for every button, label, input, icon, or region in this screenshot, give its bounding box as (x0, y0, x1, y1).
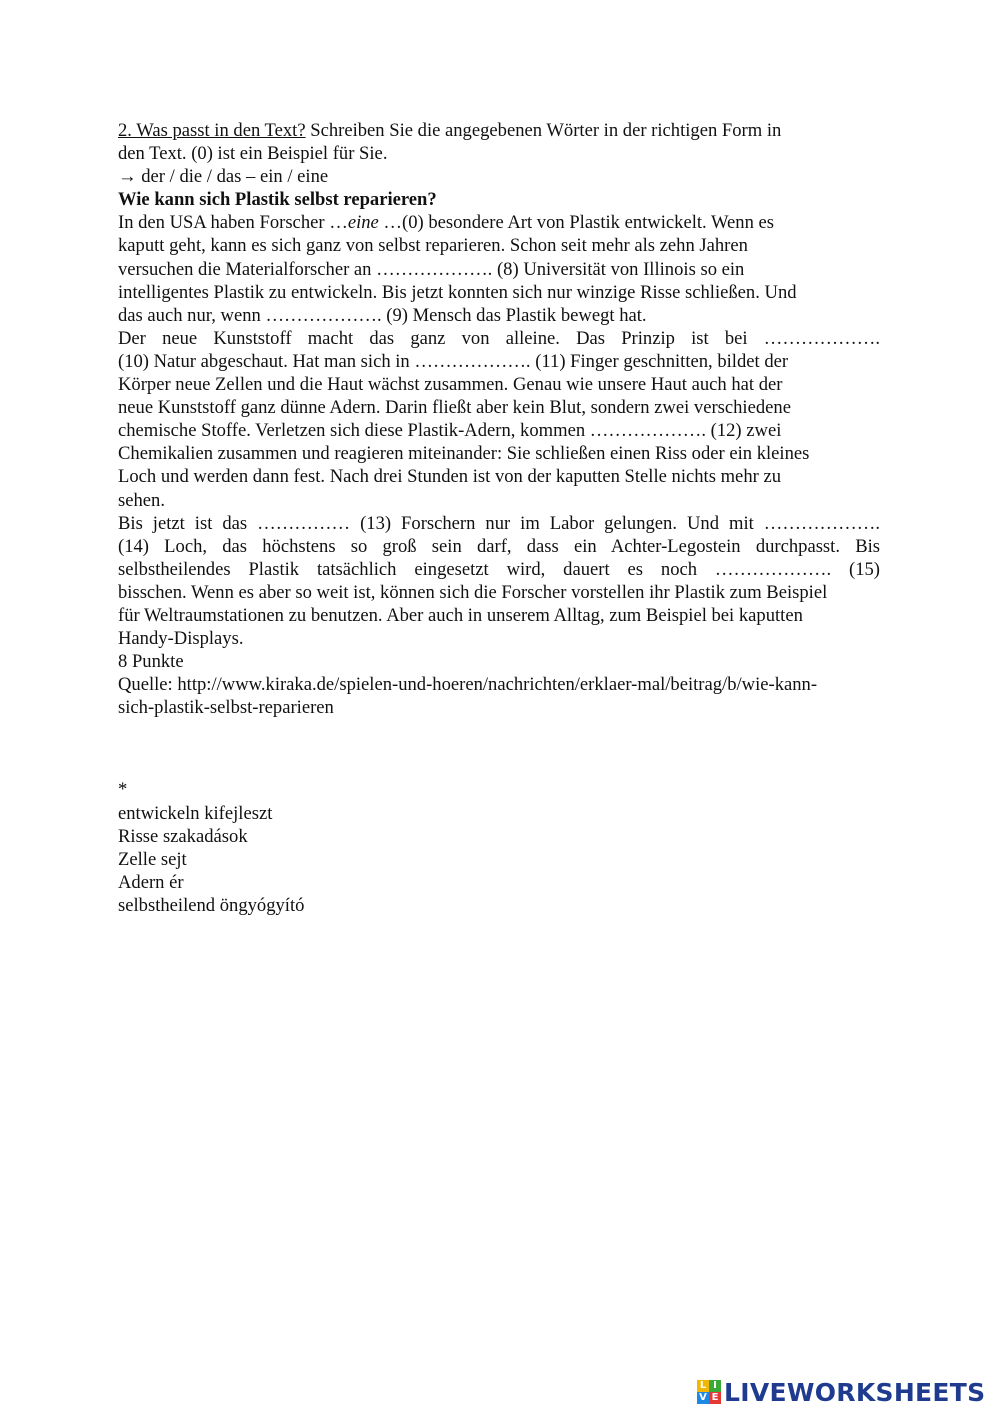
article-line: sehen. (118, 489, 165, 511)
article-line: versuchen die Materialforscher an ………………. (8) Universität von Illinois so ein (118, 258, 745, 280)
points-label: 8 Punkte (118, 651, 184, 673)
article-line: Bis jetzt ist das …………… (13) Forschern nur im Labor gelungen. Und mit ………………. (118, 512, 880, 534)
article-line: Körper neue Zellen und die Haut wächst zusammen. Genau wie unsere Haut auch hat der (118, 374, 783, 396)
article-line: chemische Stoffe. Verletzen sich diese Plastik-Adern, kommen ………………. (12) zwei (118, 420, 782, 442)
article-line: (10) Natur abgeschaut. Hat man sich in ………………. (11) Finger geschnitten, bildet der (118, 350, 789, 372)
glossary-item: Zelle sejt (118, 848, 187, 870)
article-line: neue Kunststoff ganz dünne Adern. Darin fließt aber kein Blut, sondern zwei verschiedene (118, 397, 791, 419)
task-heading-link: 2. Was passt in den Text? (118, 120, 306, 141)
article-line: intelligentes Plastik zu entwickeln. Bis jetzt konnten sich nur winzige Risse schließen. Und (118, 281, 797, 303)
glossary-item: entwickeln kifejleszt (118, 802, 273, 824)
source-line: sich-plastik-selbst-reparieren (118, 697, 334, 719)
glossary-item: Risse szakadások (118, 825, 248, 847)
logo-mark-icon: L I V E (697, 1380, 721, 1404)
article-line: kaputt geht, kann es sich ganz von selbst reparieren. Schon seit mehr als zehn Jahren (118, 235, 748, 257)
glossary-marker: * (118, 779, 128, 801)
article-title: Wie kann sich Plastik selbst reparieren? (118, 189, 437, 211)
source-line: Quelle: http://www.kiraka.de/spielen-und-hoeren/nachrichten/erklaer-mal/beitrag/b/wie-kann- (118, 674, 818, 696)
article-line: Loch und werden dann fest. Nach drei Stunden ist von der kaputten Stelle nichts mehr zu (118, 466, 782, 488)
article-line: Handy-Displays. (118, 628, 244, 650)
word-list: → der / die / das – ein / eine (118, 166, 329, 188)
article-line: bisschen. Wenn es aber so weit ist, können sich die Forscher vorstellen ihr Plastik zum Beispiel (118, 581, 828, 603)
glossary-item: Adern ér (118, 871, 184, 893)
glossary-item: selbstheilend öngyógyító (118, 894, 305, 916)
example-answer: eine (347, 212, 379, 234)
task-instruction-line2: den Text. (0) ist ein Beispiel für Sie. (118, 143, 388, 165)
article-line: Der neue Kunststoff macht das ganz von alleine. Das Prinzip ist bei ………………. (118, 327, 880, 349)
worksheet-page (118, 119, 880, 917)
logo-text: LIVEWORKSHEETS (724, 1377, 986, 1407)
article-line: Chemikalien zusammen und reagieren miteinander: Sie schließen einen Riss oder ein kleines (118, 443, 810, 465)
article-line: für Weltraumstationen zu benutzen. Aber auch in unserem Alltag, zum Beispiel bei kaputten (118, 604, 803, 626)
liveworksheets-logo (697, 1376, 985, 1408)
article-line: (14) Loch, das höchstens so groß sein darf, dass ein Achter-Legostein durchpasst. Bis (118, 535, 880, 557)
article-line: das auch nur, wenn ………………. (9) Mensch das Plastik bewegt hat. (118, 304, 647, 326)
article-line: selbstheilendes Plastik tatsächlich eingesetzt wird, dauert es noch ………………. (15) (118, 558, 880, 580)
article-line: In den USA haben Forscher …eine …(0) besondere Art von Plastik entwickelt. Wenn es (118, 212, 775, 234)
task-instruction: 2. Was passt in den Text? Schreiben Sie die angegebenen Wörter in der richtigen Form in (118, 120, 782, 141)
